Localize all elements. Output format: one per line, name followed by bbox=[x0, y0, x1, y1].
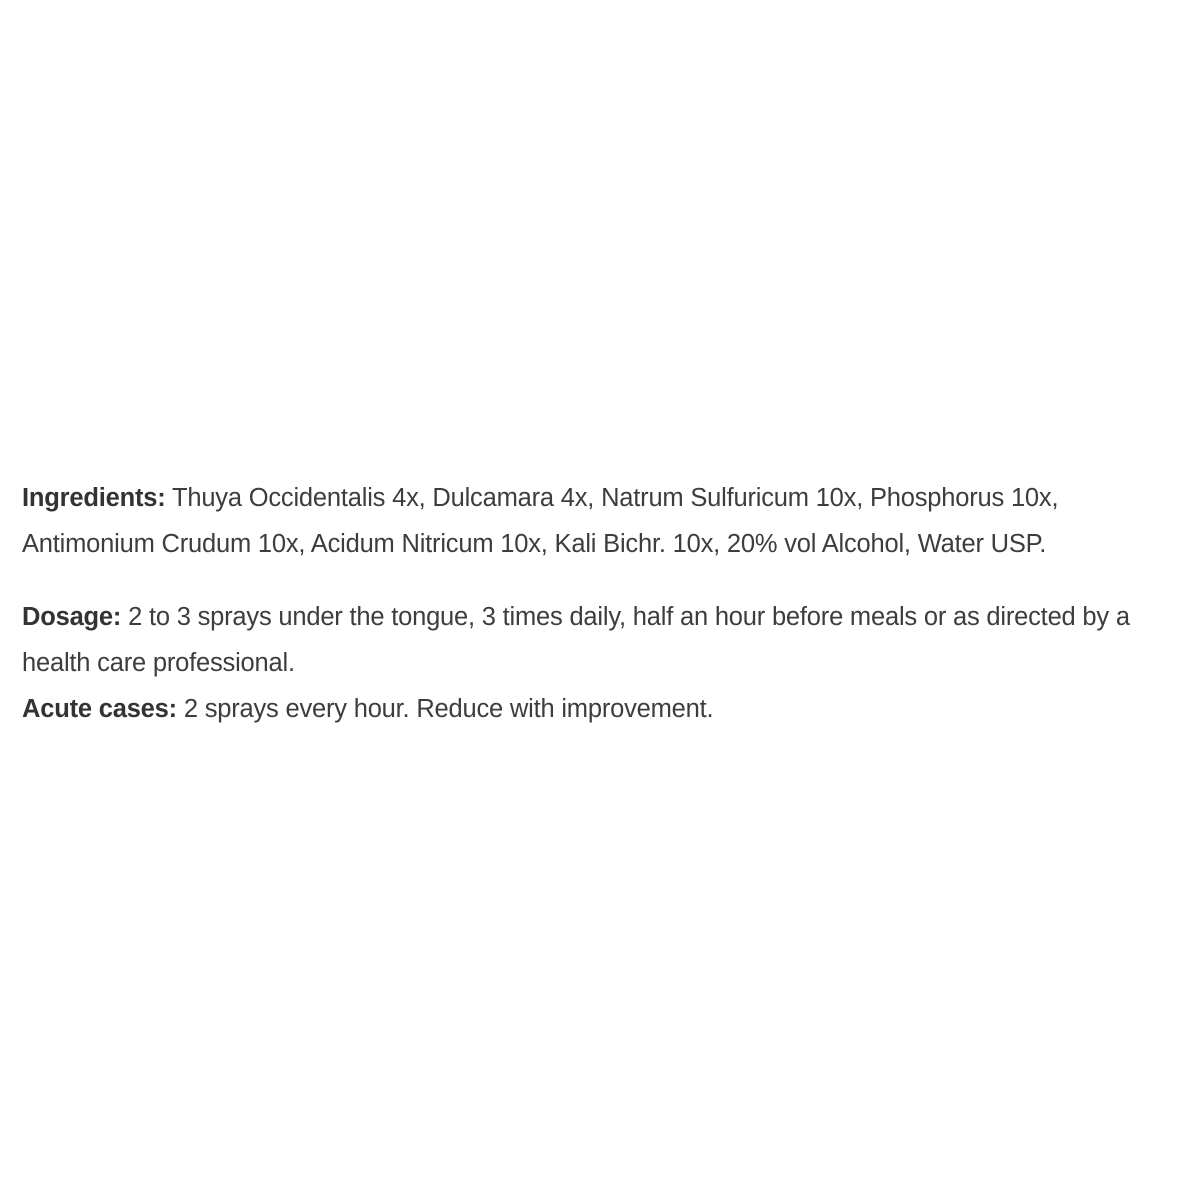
ingredients-paragraph bbox=[22, 475, 1198, 567]
acute-text: 2 sprays every hour. Reduce with improvement. bbox=[176, 695, 714, 723]
dosage-line-1 bbox=[22, 594, 1198, 640]
dosage-label: Dosage: bbox=[22, 603, 122, 631]
ingredients-text-2: Antimonium Crudum 10x, Acidum Nitricum 10x, Kali Bichr. 10x, 20% vol Alcohol, Water USP. bbox=[22, 530, 1047, 558]
product-info bbox=[22, 475, 1198, 732]
dosage-text-2: health care professional. bbox=[22, 649, 295, 677]
paragraph-spacer bbox=[22, 567, 1198, 594]
dosage-paragraph bbox=[22, 594, 1198, 732]
dosage-text-1: 2 to 3 sprays under the tongue, 3 times daily, half an hour before meals or as directed by a bbox=[121, 603, 1130, 631]
ingredients-line-1 bbox=[22, 475, 1198, 521]
ingredients-text-1: Thuya Occidentalis 4x, Dulcamara 4x, Natrum Sulfuricum 10x, Phosphorus 10x, bbox=[165, 484, 1059, 512]
ingredients-label: Ingredients: bbox=[22, 484, 166, 512]
acute-label: Acute cases: bbox=[22, 695, 177, 723]
acute-line bbox=[22, 686, 1198, 732]
